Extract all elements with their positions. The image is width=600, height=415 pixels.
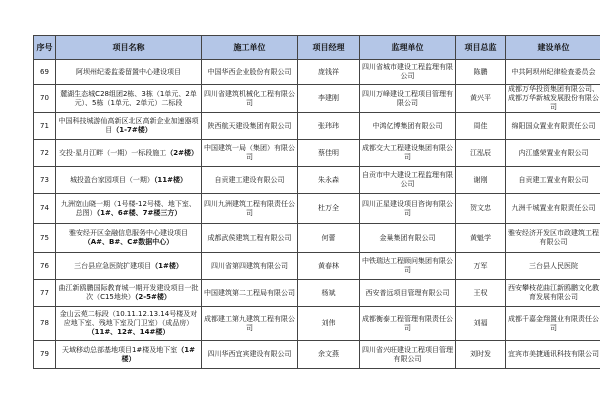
cell-contractor: 成都建工第九建筑工程有限公司 [202, 307, 298, 341]
cell-owner: 内江盛荣置业有限公司 [506, 140, 600, 167]
table-row [34, 194, 600, 224]
project-name-scope: （11#楼） [153, 175, 188, 184]
cell-owner: 雅安经济开发区市政建筑工程有限公司 [506, 224, 600, 253]
cell-supervisor: 四川正星建设项目咨询有限公司 [360, 194, 456, 224]
project-name-text: 三台县应急医院扩建项目 [74, 261, 152, 270]
table-header-row [34, 36, 600, 60]
table-row [34, 60, 600, 85]
table-row [34, 341, 600, 369]
table-row [34, 253, 600, 280]
cell-chief-supervisor: 周佳 [456, 113, 506, 140]
cell-chief-supervisor: 刘时发 [456, 341, 506, 369]
cell-contractor: 四川省第四建筑有限公司 [202, 253, 298, 280]
cell-seq: 69 [34, 60, 56, 85]
cell-project-manager: 黄春林 [298, 253, 360, 280]
cell-seq: 70 [34, 85, 56, 113]
project-name-text: 金山云苑二标段（10.11.12.13.14号楼及对应地下室、残地下室及门卫室）（成品房） [59, 310, 198, 327]
cell-chief-supervisor: 万军 [456, 253, 506, 280]
cell-contractor: 陕西航天建设集团有限公司 [202, 113, 298, 140]
cell-project-manager: 李建刚 [298, 85, 360, 113]
project-name-scope: （1-7#楼） [112, 126, 152, 134]
cell-project-name [56, 113, 202, 140]
table-row [34, 113, 600, 140]
cell-seq: 75 [34, 224, 56, 253]
cell-project-name [56, 140, 202, 167]
header-chief-supervisor: 项目总监 [456, 36, 506, 60]
project-name-scope: （2-5#楼） [134, 293, 171, 301]
table-row [34, 224, 600, 253]
project-name-text: 交投·星月江畔（一期）一标段施工 [59, 148, 167, 157]
cell-seq: 77 [34, 280, 56, 307]
project-name-scope: （11#、12#、14#楼） [87, 328, 170, 336]
cell-supervisor: 中铁瑞达工程顾问集团有限公司 [360, 253, 456, 280]
cell-supervisor: 四川省城市建设工程监理有限公司 [360, 60, 456, 85]
cell-project-name [56, 307, 202, 341]
cell-contractor: 四川华西宜宾建设有限公司 [202, 341, 298, 369]
cell-supervisor: 自贡市中大建设工程监理有限公司 [360, 167, 456, 194]
cell-seq: 78 [34, 307, 56, 341]
cell-project-name [56, 280, 202, 307]
cell-supervisor: 四川省兴旺建设工程项目管理有限公司 [360, 341, 456, 369]
cell-supervisor: 中鸿亿博集团有限公司 [360, 113, 456, 140]
cell-project-name [56, 224, 202, 253]
cell-contractor: 中国建筑一局（集团）有限公司 [202, 140, 298, 167]
cell-chief-supervisor: 王权 [456, 280, 506, 307]
cell-contractor: 四川省建筑机械化工程有限公司 [202, 85, 298, 113]
cell-project-manager: 刘伟 [298, 307, 360, 341]
cell-project-name [56, 85, 202, 113]
project-name-text: 中国科技城游仙高新区北区高新企业加速器项目 [58, 117, 199, 134]
cell-owner: 三台县人民医院 [506, 253, 600, 280]
cell-project-name [56, 60, 202, 85]
project-name-text: 城投盈台家园项目（一期） [69, 175, 154, 184]
cell-owner: 成都万华投资集团有限公司、成都万华新城发展股份有限公司 [506, 85, 600, 113]
cell-seq: 73 [34, 167, 56, 194]
cell-owner: 自贡建工置业有限公司 [506, 167, 600, 194]
cell-seq: 71 [34, 113, 56, 140]
header-project-name: 项目名称 [56, 36, 202, 60]
cell-project-name [56, 341, 202, 369]
cell-project-manager: 余文燕 [298, 341, 360, 369]
table-row [34, 167, 600, 194]
cell-owner: 宜宾市美捷通讯科技有限公司 [506, 341, 600, 369]
project-name-scope: （1#楼） [121, 345, 196, 363]
project-table [33, 35, 600, 369]
header-project-manager: 项目经理 [298, 36, 360, 60]
cell-project-manager: 杜万全 [298, 194, 360, 224]
project-name-scope: （2#楼） [166, 148, 198, 157]
cell-owner: 九洲千城置业有限责任公司 [506, 194, 600, 224]
cell-chief-supervisor: 陈鹏 [456, 60, 506, 85]
header-owner: 建设单位 [506, 36, 600, 60]
table-row [34, 140, 600, 167]
table-row [34, 307, 600, 341]
cell-owner: 中共阿坝州纪律检查委员会 [506, 60, 600, 85]
table-row [34, 280, 600, 307]
header-supervisor: 监理单位 [360, 36, 456, 60]
cell-chief-supervisor: 黄魁学 [456, 224, 506, 253]
cell-contractor: 自贡建工建设有限公司 [202, 167, 298, 194]
project-name-scope: （1#楼） [151, 261, 183, 270]
project-table-page [33, 35, 600, 369]
header-contractor: 施工单位 [202, 36, 298, 60]
cell-project-manager: 张玮玮 [298, 113, 360, 140]
project-name-text: 麓湖生态城C28组团2栋、3栋（1单元、2单元）、5栋（1单元、2单元）二标段 [60, 89, 197, 107]
cell-seq: 74 [34, 194, 56, 224]
cell-owner: 西安攀枝花曲江新鸥鹏文化教育发展有限公司 [506, 280, 600, 307]
cell-contractor: 四川九洲建筑工程有限责任公司 [202, 194, 298, 224]
cell-chief-supervisor: 贺文忠 [456, 194, 506, 224]
project-name-scope: （1#、6#楼、7#楼三方） [96, 208, 182, 217]
cell-supervisor: 四川万峰建设工程项目管理有限公司 [360, 85, 456, 113]
cell-chief-supervisor: 黄兴平 [456, 85, 506, 113]
cell-chief-supervisor: 江泓辰 [456, 140, 506, 167]
cell-contractor: 中国建筑第二工程局有限公司 [202, 280, 298, 307]
cell-contractor: 中国华西企业股份有限公司 [202, 60, 298, 85]
table-row [34, 85, 600, 113]
header-seq: 序号 [34, 36, 56, 60]
cell-seq: 79 [34, 341, 56, 369]
project-name-text: 阿坝州纪委监委留置中心建设项目 [76, 67, 181, 76]
project-name-text: 天域移动总部基地项目1#楼及地下室 [61, 345, 178, 354]
cell-project-name [56, 194, 202, 224]
cell-chief-supervisor: 刘福 [456, 307, 506, 341]
cell-seq: 76 [34, 253, 56, 280]
project-name-text: 曲江新鸥鹏国际教育城一期开发建设项目一批次（C15地块） [58, 284, 199, 301]
cell-supervisor: 成都衡泰工程管理有限责任公司 [360, 307, 456, 341]
cell-chief-supervisor: 谢刚 [456, 167, 506, 194]
project-name-text: 九洲宽山晓一期（1号楼-12号楼、地下室、总图） [61, 199, 196, 217]
cell-supervisor: 金巢集团有限公司 [360, 224, 456, 253]
cell-project-manager: 蔡佳明 [298, 140, 360, 167]
cell-project-manager: 杨斌 [298, 280, 360, 307]
cell-supervisor: 西安普远项目管理有限公司 [360, 280, 456, 307]
cell-project-name [56, 167, 202, 194]
cell-seq: 72 [34, 140, 56, 167]
project-name-scope: （A#、B#、C#数据中心） [83, 238, 174, 246]
project-name-text: 雅安经开区金融信息服务中心建设项目 [69, 229, 188, 237]
cell-project-manager: 朱永森 [298, 167, 360, 194]
cell-project-manager: 何蕾 [298, 224, 360, 253]
cell-owner: 成都千嘉金翔置业有限责任公司 [506, 307, 600, 341]
cell-project-name [56, 253, 202, 280]
cell-owner: 绵阳国众置业有限责任公司 [506, 113, 600, 140]
cell-supervisor: 成都交大工程建设集团有限公司 [360, 140, 456, 167]
cell-project-manager: 庞钱祥 [298, 60, 360, 85]
cell-contractor: 成都武侯建筑工程有限公司 [202, 224, 298, 253]
